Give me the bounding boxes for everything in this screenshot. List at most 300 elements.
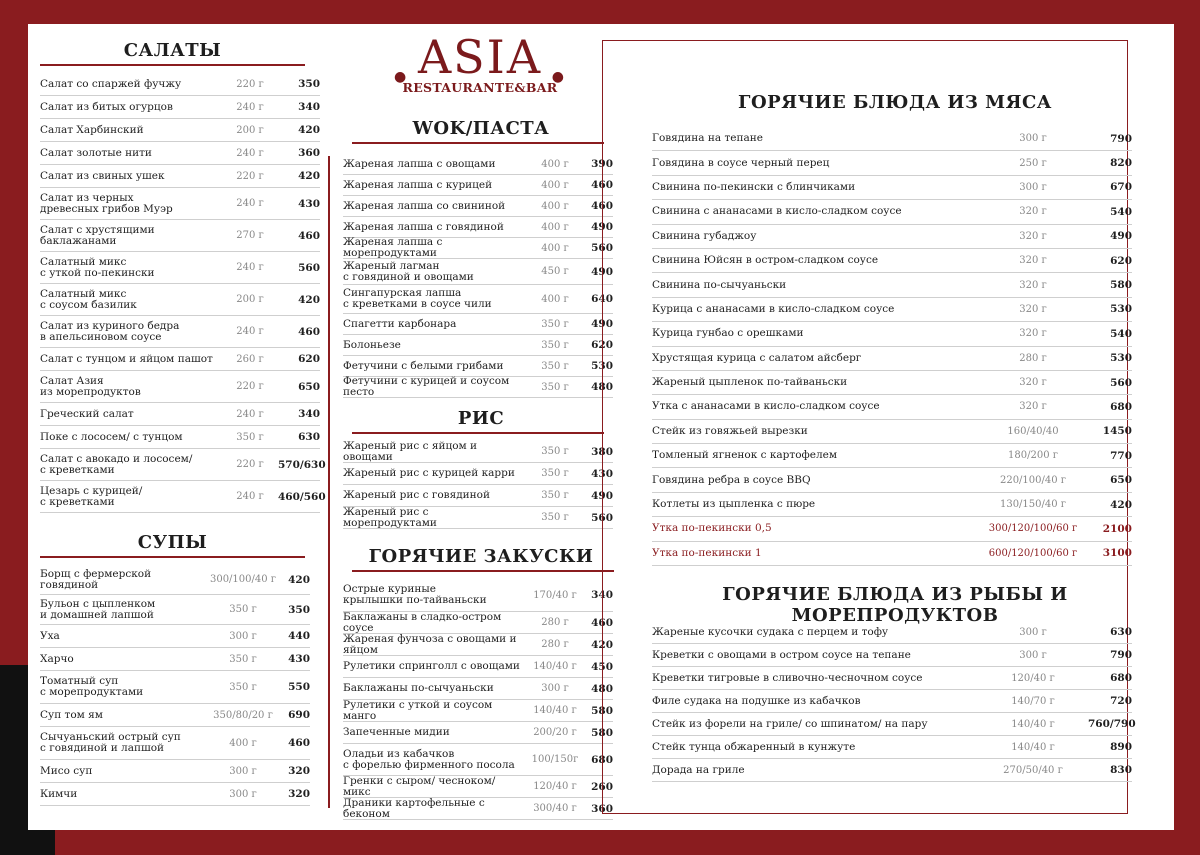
menu-item-price: 790 — [1110, 132, 1132, 145]
menu-item — [40, 252, 320, 284]
menu-item-name: Оладьи из кабачков с форелью фирменного посола — [343, 747, 515, 771]
salads-list — [40, 73, 326, 513]
salads-title-underline — [40, 64, 305, 66]
menu-item-price: 560 — [298, 261, 320, 274]
menu-item-price: 460 — [288, 737, 310, 749]
menu-item — [40, 142, 320, 165]
menu-item-price: 340 — [298, 101, 320, 113]
menu-item-name: Жареный рис с яйцом и овощами — [343, 439, 478, 463]
menu-item — [343, 744, 613, 776]
menu-item-price: 460 — [591, 179, 613, 191]
menu-item-price: 390 — [591, 158, 613, 170]
menu-item-price: 320 — [288, 765, 310, 777]
menu-item — [343, 377, 613, 398]
menu-item-name: Филе судака на подушке из кабачков — [652, 694, 861, 707]
menu-item-name: Салатный микс с уткой по-пекински — [40, 255, 155, 279]
menu-item-name: Жареная лапша со свининой — [343, 199, 506, 212]
menu-item-price: 640 — [591, 293, 613, 305]
menu-item-weight: 320 г — [1019, 401, 1047, 413]
menu-item-weight: 280 г — [1019, 352, 1047, 364]
menu-item — [343, 485, 613, 507]
menu-item-name: Суп том ям — [40, 708, 103, 721]
menu-item-weight: 250 г — [1019, 157, 1047, 169]
menu-item-name: Баклажаны по-сычуаньски — [343, 682, 494, 694]
menu-item — [652, 621, 1132, 644]
menu-item-name: Харчо — [40, 652, 74, 665]
menu-item-name: Стейк тунца обжаренный в кунжуте — [652, 740, 856, 753]
menu-item — [40, 783, 310, 806]
menu-item — [343, 154, 613, 175]
menu-item — [40, 220, 320, 252]
menu-item-weight: 300 г — [1019, 626, 1047, 638]
menu-item-name: Поке с лососем/ с тунцом — [40, 430, 183, 443]
menu-item-weight: 280 г — [541, 639, 569, 650]
menu-item — [40, 760, 310, 783]
menu-item-price: 580 — [591, 704, 613, 717]
menu-item-name: Говядина ребра в соусе BBQ — [652, 473, 811, 486]
menu-item-weight: 240 г — [236, 147, 264, 159]
menu-item — [40, 671, 310, 704]
menu-item — [652, 249, 1132, 273]
menu-item-price: 480 — [591, 682, 613, 695]
menu-item — [652, 371, 1132, 395]
menu-item-price: 260 — [591, 780, 613, 793]
brand-tagline: RESTAURANTE&BAR — [402, 80, 558, 95]
menu-item — [652, 644, 1132, 667]
menu-item-price: 490 — [591, 221, 613, 233]
menu-item-price: 460 — [298, 325, 320, 338]
menu-item — [652, 690, 1132, 713]
menu-item-price: 450 — [591, 660, 613, 673]
menu-item-weight: 400 г — [541, 293, 569, 305]
menu-item-price: 770 — [1110, 449, 1132, 462]
menu-item — [343, 356, 613, 377]
meat-list — [652, 127, 1132, 566]
menu-item-price: 460 — [298, 229, 320, 242]
menu-item-price: 720 — [1110, 695, 1132, 707]
menu-item-weight: 240 г — [236, 101, 264, 113]
menu-item-weight: 400 г — [229, 737, 257, 749]
menu-item-name: Острые куриные крылышки по-тайваньски — [343, 583, 487, 606]
menu-item-name: Салат из черных древесных грибов Муэр — [40, 191, 173, 215]
menu-item-price: 340 — [298, 408, 320, 420]
menu-item-price: 430 — [591, 467, 613, 480]
menu-item-price: 420 — [288, 573, 310, 586]
menu-item — [652, 273, 1132, 297]
menu-item-weight: 300 г — [541, 683, 569, 694]
menu-item-price: 490 — [1110, 230, 1132, 243]
menu-item-price: 820 — [1110, 157, 1132, 170]
menu-item-weight: 350 г — [541, 318, 569, 330]
menu-item-name: Салат с авокадо и лососем/ с креветками — [40, 452, 193, 476]
menu-item-weight: 220 г — [236, 170, 264, 182]
menu-item-weight: 350 г — [541, 339, 569, 351]
menu-item-weight: 220 г — [236, 381, 264, 392]
menu-item-name: Утка по-пекински 1 — [652, 546, 762, 559]
menu-item-weight: 220/100/40 г — [999, 474, 1067, 486]
menu-item-name: Жареный рис с курицей карри — [343, 467, 515, 479]
menu-item-name: Баклажаны в сладко-остром соусе — [343, 610, 502, 634]
menu-item — [40, 348, 320, 371]
menu-item-weight: 300 г — [229, 630, 257, 642]
menu-item-price: 580 — [591, 726, 613, 739]
menu-item-weight: 270 г — [236, 230, 264, 241]
menu-item-weight: 160/40/40 — [1007, 425, 1059, 437]
menu-item — [40, 595, 310, 625]
wok-title: WOK/ПАСТА — [412, 118, 550, 139]
menu-item — [652, 127, 1132, 151]
menu-item — [40, 648, 310, 671]
menu-item-name: Жареные кусочки судака с перцем и тофу — [652, 625, 889, 638]
menu-item-name: Хрустящая курица с салатом айсберг — [652, 351, 862, 364]
menu-item-weight: 300 г — [1019, 649, 1047, 661]
menu-item-weight: 350/80/20 г — [213, 709, 273, 721]
menu-item — [40, 73, 320, 96]
menu-item-price: 680 — [1110, 400, 1132, 413]
menu-item-name: Жареный рис с морепродуктами — [343, 505, 437, 529]
menu-item-name: Жареная лапша с овощами — [343, 157, 496, 170]
menu-item-name: Мисо суп — [40, 764, 93, 777]
menu-item-price: 650 — [298, 380, 320, 393]
menu-item-weight: 350 г — [229, 653, 257, 665]
menu-item — [343, 175, 613, 196]
menu-item-name: Говядина на тепане — [652, 132, 763, 145]
menu-item — [343, 678, 613, 700]
menu-item-name: Стейк из форели на гриле/ со шпинатом/ на пару — [652, 717, 928, 730]
menu-item — [343, 314, 613, 335]
menu-item-price: 380 — [591, 445, 613, 458]
menu-item-weight: 300 г — [1019, 133, 1047, 145]
menu-item-weight: 600/120/100/60 г — [988, 547, 1078, 559]
menu-item-name: Салат Азия из морепродуктов — [40, 374, 141, 398]
menu-item-price: 630 — [298, 431, 320, 443]
menu-item-price: 490 — [591, 318, 613, 330]
snacks-list — [343, 579, 613, 820]
menu-item-price: 560 — [591, 511, 613, 524]
menu-item — [40, 625, 310, 648]
menu-item — [652, 225, 1132, 249]
menu-item-weight: 120/40 г — [533, 781, 577, 792]
menu-item — [652, 667, 1132, 690]
menu-item — [343, 612, 613, 634]
menu-item-weight: 220 г — [236, 459, 264, 470]
menu-item — [40, 316, 320, 348]
menu-item-weight: 170/40 г — [533, 589, 577, 601]
menu-item — [343, 463, 613, 485]
meat-title: ГОРЯЧИЕ БЛЮДА ИЗ МЯСА — [738, 92, 1052, 113]
menu-item-weight: 200/20 г — [533, 727, 577, 738]
menu-item-price: 670 — [1110, 181, 1132, 194]
menu-item-price: 620 — [298, 353, 320, 365]
menu-item-weight: 140/40 г — [533, 661, 577, 672]
menu-item — [652, 493, 1132, 517]
wok-list — [343, 154, 613, 398]
menu-item-price: 530 — [1110, 303, 1132, 316]
menu-item-price: 420 — [591, 638, 613, 651]
fish-title: ГОРЯЧИЕ БЛЮДА ИЗ РЫБЫ И МОРЕПРОДУКТОВ — [722, 584, 1068, 626]
menu-item-weight: 350 г — [541, 468, 569, 479]
menu-item-name: Жареная лапша с морепродуктами — [343, 236, 443, 259]
menu-item — [40, 449, 326, 481]
menu-item — [40, 96, 320, 119]
menu-item-price: 490 — [591, 265, 613, 278]
menu-item — [343, 507, 613, 529]
menu-item-price: 340 — [591, 589, 613, 601]
menu-item — [343, 259, 613, 285]
menu-item-name: Котлеты из цыпленка с пюре — [652, 498, 816, 511]
menu-item-weight: 220 г — [236, 78, 264, 90]
menu-item — [343, 441, 613, 463]
menu-item-name: Уха — [40, 629, 60, 642]
menu-item-price: 790 — [1110, 649, 1132, 661]
menu-item — [40, 704, 310, 727]
menu-item-price: 550 — [288, 681, 310, 693]
soups-title: СУПЫ — [137, 532, 208, 553]
menu-item-weight: 350 г — [541, 490, 569, 501]
soups-list — [40, 565, 310, 806]
menu-item-name: Драники картофельные с беконом — [343, 796, 485, 820]
menu-item-weight: 260 г — [236, 353, 264, 365]
column-divider — [328, 156, 330, 808]
menu-item-name: Свинина Юйсян в остром-сладком соусе — [652, 254, 879, 267]
menu-item-price: 360 — [298, 147, 320, 159]
menu-item-weight: 350 г — [236, 431, 264, 443]
fish-list — [652, 621, 1136, 782]
menu-item-name: Салат золотые нити — [40, 146, 152, 159]
menu-item-name: Свинина губаджоу — [652, 229, 757, 242]
menu-item-name: Сычуаньский острый суп с говядиной и лапшой — [40, 731, 181, 754]
menu-item-weight: 350 г — [541, 446, 569, 457]
menu-item — [652, 736, 1132, 759]
menu-item-weight: 140/40 г — [1011, 741, 1055, 753]
menu-item-weight: 140/70 г — [1011, 695, 1055, 707]
menu-item-weight: 240 г — [236, 408, 264, 420]
menu-item-name: Жареный лагман с говядиной и овощами — [343, 259, 474, 283]
menu-item-weight: 140/40 г — [1011, 718, 1055, 730]
menu-item-name: Свинина с ананасами в кисло-сладком соусе — [652, 205, 902, 218]
rice-list — [343, 441, 613, 529]
menu-item-weight: 320 г — [1019, 255, 1047, 267]
menu-item-weight: 140/40 г — [533, 705, 577, 716]
menu-item-name: Свинина по-сычуаньски — [652, 278, 787, 291]
menu-item — [652, 542, 1132, 566]
menu-item-name: Свинина по-пекински с блинчиками — [652, 180, 856, 193]
menu-item-price: 560 — [1110, 376, 1132, 389]
menu-item-weight: 240 г — [236, 491, 264, 502]
menu-item — [40, 403, 320, 426]
menu-item — [652, 759, 1132, 782]
menu-item — [652, 322, 1132, 346]
menu-item-name: Фетучини с белыми грибами — [343, 359, 504, 372]
menu-item-weight: 320 г — [1019, 206, 1047, 218]
menu-item-price: 580 — [1110, 279, 1132, 292]
menu-item-price: 620 — [591, 339, 613, 351]
menu-item-name: Рулетики спринголл с овощами — [343, 660, 520, 672]
menu-item-weight: 240 г — [236, 198, 264, 209]
menu-item-price: 830 — [1110, 764, 1132, 776]
menu-item-name: Гренки с сыром/ чесноком/ микс — [343, 774, 496, 798]
menu-item-price: 420 — [298, 124, 320, 136]
menu-item-name: Жареный цыпленок по-тайваньски — [652, 376, 848, 389]
menu-item-weight: 240 г — [236, 326, 264, 337]
menu-item-price: 3100 — [1102, 547, 1132, 560]
menu-item-weight: 300/100/40 г — [209, 574, 277, 585]
menu-item-weight: 400 г — [541, 158, 569, 170]
menu-item — [652, 298, 1132, 322]
menu-item-weight: 400 г — [541, 200, 569, 212]
brand-name: ASIA — [417, 30, 543, 84]
menu-item-name: Томатный суп с морепродуктами — [40, 675, 144, 698]
menu-item — [343, 634, 613, 656]
menu-item-name: Кимчи — [40, 787, 78, 800]
menu-item-name: Томленый ягненок с картофелем — [652, 449, 838, 462]
menu-item-name: Креветки тигровые в сливочно-чесночном соусе — [652, 671, 923, 684]
menu-item-price: 560 — [591, 242, 613, 254]
menu-item-name: Курица с ананасами в кисло-сладком соусе — [652, 302, 895, 315]
menu-item-weight: 320 г — [1019, 303, 1047, 315]
menu-item-name: Стейк из говяжьей вырезки — [652, 424, 808, 437]
menu-item — [40, 426, 320, 449]
menu-item-price: 2100 — [1102, 522, 1132, 535]
menu-item — [40, 565, 310, 595]
menu-item-weight: 400 г — [541, 179, 569, 191]
menu-item — [652, 468, 1132, 492]
menu-item-price: 760/790 — [1088, 718, 1136, 730]
menu-item-name: Болоньезе — [343, 338, 401, 351]
menu-item — [40, 481, 326, 513]
menu-item-price: 540 — [1110, 327, 1132, 340]
menu-item — [40, 284, 320, 316]
menu-item — [343, 217, 613, 238]
menu-item-weight: 320 г — [1019, 377, 1047, 389]
menu-item — [652, 395, 1132, 419]
snacks-title-underline — [352, 570, 614, 572]
menu-item-price: 430 — [288, 653, 310, 665]
menu-item-price: 690 — [288, 709, 310, 721]
menu-item-price: 360 — [591, 802, 613, 815]
menu-item-name: Салат с хрустящими баклажанами — [40, 223, 155, 247]
menu-item — [652, 347, 1132, 371]
menu-item — [652, 151, 1132, 175]
menu-item-price: 620 — [1110, 254, 1132, 267]
menu-item-name: Салат из свиных ушек — [40, 169, 165, 182]
menu-item-weight: 300/40 г — [533, 803, 577, 814]
menu-item-weight: 180/200 г — [1008, 450, 1058, 462]
menu-item-name: Цезарь с курицей/ с креветками — [40, 484, 143, 508]
menu-item-weight: 320 г — [1019, 328, 1047, 340]
menu-item-weight: 300 г — [1019, 181, 1047, 193]
menu-item — [40, 371, 320, 403]
menu-item-name: Говядина в соусе черный перец — [652, 156, 830, 169]
soups-title-underline — [40, 556, 305, 558]
menu-item — [343, 722, 613, 744]
menu-item — [652, 420, 1132, 444]
menu-item — [40, 188, 320, 220]
wok-title-underline — [352, 142, 604, 144]
menu-item — [343, 700, 613, 722]
menu-item-name: Дорада на гриле — [652, 763, 745, 776]
menu-item — [652, 713, 1136, 736]
menu-item — [343, 285, 613, 314]
menu-item-weight: 350 г — [229, 681, 257, 693]
menu-item-price: 420 — [298, 170, 320, 182]
menu-item-price: 490 — [591, 489, 613, 502]
menu-item-weight: 400 г — [541, 242, 569, 254]
menu-item-name: Салат со спаржей фучжу — [40, 77, 182, 90]
menu-item-price: 680 — [1110, 672, 1132, 684]
menu-item-weight: 350 г — [229, 604, 257, 615]
menu-item-price: 530 — [591, 360, 613, 372]
menu-item-name: Жареная лапша с курицей — [343, 178, 493, 191]
menu-item-name: Курица гунбао с орешками — [652, 327, 804, 340]
menu-item-price: 350 — [298, 78, 320, 90]
rice-title-underline — [352, 432, 604, 434]
menu-item-price: 460/560 — [278, 490, 326, 503]
menu-item — [652, 444, 1132, 468]
menu-item — [343, 579, 613, 612]
menu-item-name: Жареная фунчоза с овощами и яйцом — [343, 632, 517, 656]
menu-item — [343, 798, 613, 820]
menu-item — [40, 119, 320, 142]
menu-item-weight: 120/40 г — [1011, 672, 1055, 684]
menu-item-weight: 400 г — [541, 221, 569, 233]
menu-item-name: Утка с ананасами в кисло-сладком соусе — [652, 400, 880, 413]
menu-item-weight: 200 г — [236, 294, 264, 305]
menu-item-price: 350 — [288, 603, 310, 616]
menu-item-name: Утка по-пекински 0,5 — [652, 522, 772, 535]
menu-item-weight: 320 г — [1019, 279, 1047, 291]
menu-item-weight: 270/50/40 г — [1003, 764, 1063, 776]
menu-item-weight: 130/150/40 г — [999, 499, 1067, 511]
menu-item — [40, 727, 310, 760]
menu-item-name: Рулетики с уткой и соусом манго — [343, 698, 493, 722]
menu-item-weight: 300/120/100/60 г — [988, 523, 1078, 535]
menu-item-weight: 450 г — [541, 266, 569, 277]
menu-item-price: 650 — [1110, 474, 1132, 487]
menu-item-weight: 300 г — [229, 765, 257, 777]
menu-item-price: 480 — [591, 381, 613, 393]
menu-item — [652, 200, 1132, 224]
menu-item-price: 680 — [591, 753, 613, 766]
menu-item-name: Салат с тунцом и яйцом пашот — [40, 352, 213, 365]
menu-item-name: Борщ с фермерской говядиной — [40, 567, 152, 591]
menu-item — [652, 176, 1132, 200]
menu-item-name: Жареный рис с говядиной — [343, 489, 490, 501]
salads-title: САЛАТЫ — [123, 40, 222, 61]
menu-item-weight: 320 г — [1019, 230, 1047, 242]
menu-item-name: Запеченные мидии — [343, 726, 450, 738]
menu-item — [40, 165, 320, 188]
menu-item — [652, 517, 1132, 541]
menu-item-price: 460 — [591, 616, 613, 629]
menu-item-price: 440 — [288, 630, 310, 642]
menu-item-price: 530 — [1110, 352, 1132, 365]
menu-item-price: 570/630 — [278, 458, 326, 471]
menu-item — [343, 335, 613, 356]
menu-item-weight: 100/150г — [531, 754, 579, 765]
menu-item-name: Салатный микс с соусом базилик — [40, 287, 137, 311]
menu-item-name: Салат Харбинский — [40, 123, 144, 136]
menu-item-price: 430 — [298, 197, 320, 210]
menu-item — [343, 656, 613, 678]
menu-item-price: 460 — [591, 200, 613, 212]
menu-item-name: Салат из куриного бедра в апельсиновом соусе — [40, 319, 180, 343]
menu-item-name: Спагетти карбонара — [343, 317, 457, 330]
menu-item-weight: 240 г — [236, 262, 264, 273]
menu-item-price: 320 — [288, 788, 310, 800]
menu-item-name: Салат из битых огурцов — [40, 100, 173, 113]
menu-item-price: 540 — [1110, 205, 1132, 218]
